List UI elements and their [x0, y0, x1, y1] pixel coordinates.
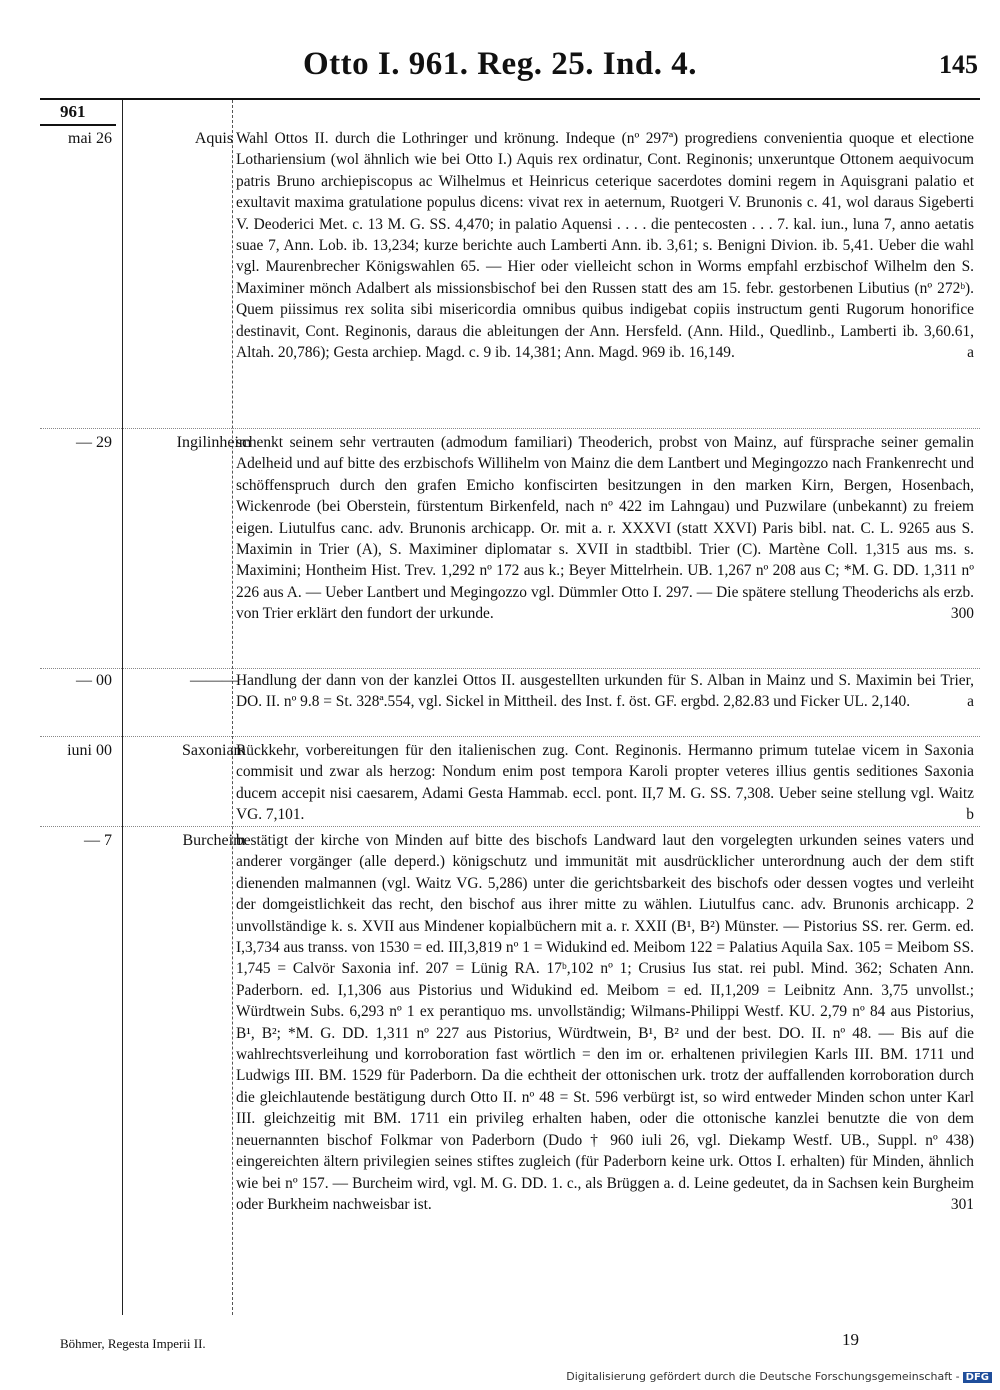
entry-place: Burcheim: [182, 832, 246, 849]
regest-entry: [40, 740, 980, 826]
entry-text: [236, 740, 974, 826]
regest-entry: [40, 670, 980, 736]
entry-body: schenkt seinem sehr vertrauten (admodum familiari) Theoderich, probst von Mainz, auf fürsprache seiner gemalin Adelheid und auf bitte des erzbischofs Willihelm von Mainz die dem Lantbert und Megingozzo nach Frankenrecht und schöffenspruch durch den grafen Emicho konfiscirten besitzungen in den marken Kirn, Bergen, Hosenbach, Wickenrode (bei Oberstein, fürstentum Birkenfeld, nach nº 422 im Lahngau) und Puzwilare (unbekannt) zu freiem eigen. Liutulfus canc. adv. Brunonis archicapp. Or. mit a. r. XXXVI (statt XXVI) Paris bibl. nat. C. L. 9265 aus S. Maximin in Trier (A), S. Maximiner diplomatar s. XVII in stadtbibl. Trier (C). Martène Coll. 1,315 aus ms. s. Maximini; Hontheim Hist. Trev. 1,292 nº 172 aus k.; Beyer Mittelrhein. UB. 1,267 nº 208 aus C; *M. G. DD. 1,311 nº 226 aus A. — Ueber Lantbert und Megingozzo vgl. Dümmler Otto I. 297. — Die spätere stellung Theoderichs als erzb. von Trier erklärt den fundort der urkunde.: [236, 434, 974, 623]
entry-body: Handlung der dann von der kanzlei Ottos II. ausgestellten urkunden für S. Alban in Mainz und S. Maximin bei Trier, DO. II. nº 9.8 = St. 328ª.554, vgl. Sickel in Mittheil. des Inst. f. öst. GF. ergbd. 2,82.83 und Ficker UL. 2,140.: [236, 672, 974, 711]
funding-note: [566, 1370, 992, 1383]
entry-number: a: [967, 344, 974, 362]
entry-place: ———: [190, 672, 238, 689]
entry-date: — 00: [76, 672, 112, 689]
entry-number: b: [966, 806, 974, 824]
entry-separator: [40, 668, 980, 669]
regest-entry: [40, 830, 980, 1300]
source-signature: Böhmer, Regesta Imperii II.: [60, 1336, 206, 1351]
entry-date: — 7: [84, 832, 112, 849]
entry-number: a: [967, 693, 974, 711]
entry-text: [236, 128, 974, 363]
entry-date: iuni 00: [67, 742, 112, 759]
entry-text: [236, 432, 974, 625]
entry-body: bestätigt der kirche von Minden auf bitte des bischofs Landward laut den vorgelegten urkunden seines vaters und anderer vorgänger (alle deperd.) königschutz und immunität mit ausdrücklicher unterordnung auch der dem stift dienenden malmannen (vgl. Waitz VG. 5,286) unter die gerichtsbarkeit des bischofs oder dessen vogtes und verleiht der domgeistlichkeit das recht, den bischof aus ihrer mitte zu wählen. Liutulfus canc. adv. Brunonis archicapp. 2 unvollständige k. s. XVII aus Mindener kopialbüchern mit a. r. XXII (B¹, B²) Münster. — Pistorius SS. rer. Germ. ed. I,3,734 aus transs. von 1530 = ed. III,3,819 nº 1 = Widukind ed. Meibom 122 = Palatius Aquila Sax. 105 = Meibom SS. 1,745 = Calvör Saxonia inf. 207 = Lünig RA. 17ᵇ,102 nº 1; Crusius Ius stat. rei publ. Mind. 362; Schaten Ann. Paderborn. ed. I,1,306 aus Pistorius und Widukind ed. Meibom = ed. II,1,209 = Leibnitz Ann. 3,75 unvollst.; Würdtwein Subs. 6,293 nº 1 ex perantiquo ms. unvollständig; Wilmans-Philippi Westf. KU. 2,79 nº 84 aus Pistorius, B¹, B²; *M. G. DD. 1,311 nº 227 aus Pistorius, Würdtwein, B¹, B² und der best. DO. II. nº 48. — Bis auf die wahlrechtsverleihung und korroboration fast wörtlich = den im or. erhaltenen privilegien Karls III. BM. 1711 und Ludwigs III. BM. 1529 für Paderborn. Da die echtheit der ottonischen urk. trotz der auffallenden korroboration durch die gleichlautende bestätigung durch Otto II. nº 48 = St. 596 verbürgt ist, so wird entweder Minden schon unter Karl III. gleichzeitig mit BM. 1711 ein privileg erhalten haben, oder die ottonische kanzlei benutzte die von dem neuernannten bischof Folkmar von Paderborn (Dudo † 960 iuli 26, vgl. Diekamp Westf. UB., Suppl. nº 438) eingereichten ältern privilegien seines stiftes zugleich (für Paderborn keine urk. Ottos I. erhalten) für Minden, ähnlich wie bei nº 157. — Burcheim wird, vgl. M. G. DD. 1. c., als Brüggen a. d. Leine gedeutet, da in Sachsen kein Burgheim oder Burkheim nachweisbar ist.: [236, 832, 974, 1213]
entry-number: 301: [950, 1195, 974, 1213]
entry-date: — 29: [76, 434, 112, 451]
entry-text: [236, 830, 974, 1215]
entry-place: Saxoniam: [182, 742, 246, 759]
entry-separator: [40, 736, 980, 737]
entry-body: Wahl Ottos II. durch die Lothringer und krönung. Indeque (nº 297ª) progrediens convenientia quoque et electione Lothariensium (wol ähnlich wie bei Otto I.) Aquis rex ordinatur, Cont. Reginonis; unxeruntque Ottonem aequivocum patris Bruno archiepiscopus ac Wilhelmus et Heinricus ceterique sacerdotes domini regem in Aquisgrani palatio et exultavit maxima gratulatione populus dicens: vivat rex in aeternum, Ruotgeri V. Brunonis c. 41, wol daraus Sigeberti V. Deoderici Met. c. 13 M. G. SS. 4,470; in palatio Aquensi . . . . die pentecosten . . . 7. kal. iun., luna 7, anno aetatis suae 7, Ann. Lob. ib. 13,234; kurze berichte auch Lamberti Ann. ib. 3,61; s. Benigni Divion. ib. 5,41. Ueber die wahl vgl. Maurenbrecher Königswahlen 65. — Hier oder vielleicht schon in Worms empfahl erzbischof Wilhelm den S. Maximiner mönch Adalbert als missionsbischof bei den Russen statt des am 15. febr. gestorbenen Libutius (nº 272ᵇ). Quem piissimus rex solita sibi misericordia omnibus quibus indigebat copiis instructum genti Rugorum honorifice destinavit, Cont. Reginonis, daraus die ableitungen der Ann. Hersfeld. (Ann. Hild., Quedlinb., Lamberti ib. 3,60.61, Altah. 20,786); Gesta archiep. Magd. c. 9 ib. 14,381; Ann. Magd. 969 ib. 16,149.: [236, 130, 974, 362]
header-rule: [40, 98, 980, 100]
entry-separator: [40, 428, 980, 429]
entry-date: mai 26: [68, 130, 112, 147]
year-label: 961: [60, 102, 86, 121]
page-number: 145: [939, 50, 978, 79]
running-header: [0, 46, 1000, 90]
regest-entry: [40, 128, 980, 426]
entry-place: Ingilinheim: [176, 434, 252, 451]
sheet-number: 19: [842, 1330, 859, 1349]
entry-number: 300: [950, 605, 974, 623]
funding-text: Digitalisierung gefördert durch die Deutsche Forschungsgemeinschaft -: [566, 1370, 960, 1383]
entry-text: [236, 670, 974, 713]
dfg-logo-icon: DFG: [963, 1372, 992, 1383]
entry-separator: [40, 826, 980, 827]
year-rule: [40, 124, 116, 126]
page-title: Otto I. 961. Reg. 25. Ind. 4.: [302, 46, 698, 82]
entry-place: Aquis: [194, 130, 234, 147]
entry-body: Rückkehr, vorbereitungen für den italienischen zug. Cont. Reginonis. Hermanno primum tutelae vicem in Saxonia commisit und zwar als herzog: Nondum enim post tempora Karoli propter veteres illius gentis seditiones Saxonia ducem accepit nisi caesarem, Adami Gesta Hammab. eccl. pont. II,7 M. G. SS. 7,308. Ueber seine stellung vgl. Waitz VG. 7,101.: [236, 742, 974, 824]
regest-entry: [40, 432, 980, 666]
